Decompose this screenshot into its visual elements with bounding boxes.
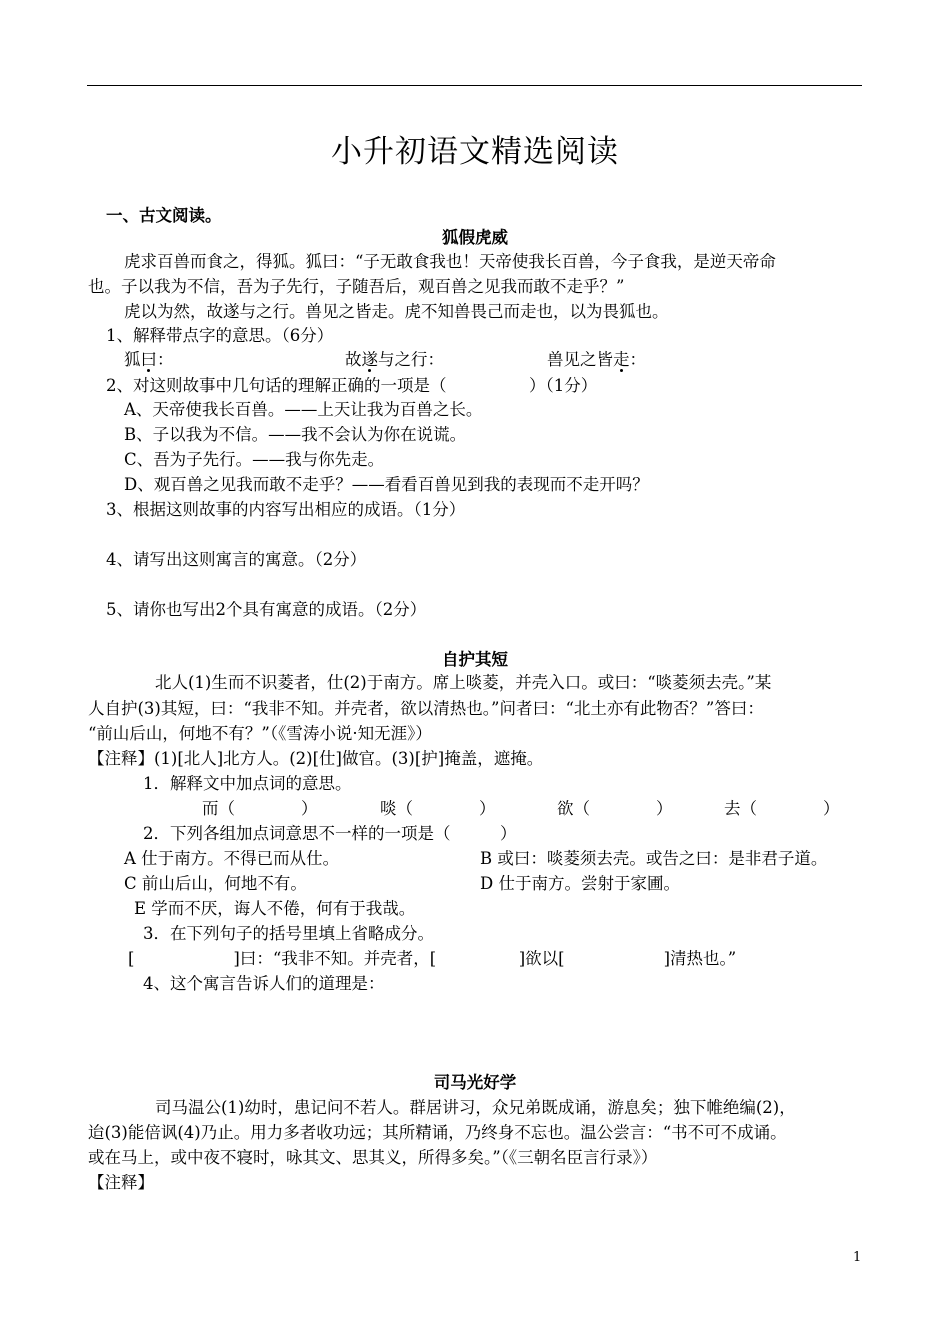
dotted-char: 走 [613, 350, 630, 369]
page-number: 1 [853, 1250, 862, 1265]
story2-line1: 北人(1)生而不识菱者，仕(2)于南方。席上啖菱，并壳入口。或曰：“啖菱须去壳。”某 [155, 673, 772, 692]
story2-q1: 1．解释文中加点词的意思。 [143, 774, 352, 793]
story1-q1-item: 狐曰： [124, 350, 174, 369]
story1-q4: 4、请写出这则寓言的寓意。（2分） [106, 550, 367, 569]
story2-q2-option: C 前山后山，何地不有。 [124, 874, 307, 893]
story1-q2-option: A、天帝使我长百兽。——上天让我为百兽之长。 [124, 400, 483, 419]
story1-q2-option: C、吾为子先行。——我与你先走。 [124, 450, 385, 469]
story2-q2-option: E 学而不厌，诲人不倦，何有于我哉。 [134, 899, 416, 918]
story1-para2: 虎以为然，故遂与之行。兽见之皆走。虎不知兽畏己而走也，以为畏狐也。 [124, 302, 669, 321]
story2-q1-item: 啖（ ） [380, 799, 496, 818]
story2-q3: 3．在下列句子的括号里填上省略成分。 [143, 924, 434, 943]
story1-title: 狐假虎威 [442, 228, 508, 247]
dotted-char: 曰 [140, 350, 157, 369]
story1-para1-line2: 也。子以我为不信，吾为子先行，子随吾后，观百兽之见我而敢不走乎？” [88, 277, 625, 296]
story1-q2-option: B、子以我为不信。——我不会认为你在说谎。 [124, 425, 467, 444]
story1-q2-option: D、观百兽之见我而敢不走乎？——看看百兽见到我的表现而不走开吗？ [124, 475, 649, 494]
page-title: 小升初语文精选阅读 [331, 134, 619, 170]
story1-q2: 2、对这则故事中几句话的理解正确的一项是（ ）（1分） [106, 376, 598, 395]
story2-q3-line: [ ]曰：“我非不知。并壳者，[ ]欲以[ ]清热也。” [128, 949, 737, 968]
story1-q3: 3、根据这则故事的内容写出相应的成语。（1分） [106, 500, 466, 519]
story1-q5: 5、请你也写出2个具有寓意的成语。（2分） [106, 600, 427, 619]
story2-q1-item: 欲（ ） [557, 799, 673, 818]
story2-q2: 2．下列各组加点词意思不一样的一项是（ ） [143, 824, 517, 843]
story1-q1-item: 兽见之皆走： [547, 350, 646, 369]
story3-line3: 或在马上，或中夜不寝时，咏其文、思其义，所得多矣。”（《三朝名臣言行录》） [88, 1148, 658, 1167]
story3-line1: 司马温公(1)幼时，患记问不若人。群居讲习，众兄弟既成诵，游息矣；独下帷绝编(2)， [155, 1098, 796, 1117]
story2-title: 自护其短 [442, 650, 508, 669]
dotted-char: 遂 [361, 350, 378, 369]
story2-q2-option: B 或曰：啖菱须去壳。或告之曰：是非君子道。 [480, 849, 828, 868]
story2-note: 【注释】(1)[北人]北方人。(2)[仕]做官。(3)[护]掩盖，遮掩。 [88, 749, 544, 768]
story3-note: 【注释】 [88, 1173, 154, 1192]
header-rule [87, 85, 862, 86]
story2-q2-option: A 仕于南方。不得已而从仕。 [124, 849, 340, 868]
story2-q2-option: D 仕于南方。尝射于家圃。 [480, 874, 680, 893]
story2-line3: “前山后山，何地不有？”（《雪涛小说·知无涯》） [88, 724, 432, 743]
section-heading: 一、古文阅读。 [106, 206, 222, 225]
story2-q1-item: 而（ ） [202, 799, 318, 818]
story3-line2: 迨(3)能倍讽(4)乃止。用力多者收功远；其所精诵，乃终身不忘也。温公尝言：“书不可不成诵。 [88, 1123, 787, 1142]
story2-q1-item: 去（ ） [724, 799, 840, 818]
story1-q1-item: 故遂与之行： [345, 350, 444, 369]
story2-line2: 人自护(3)其短，曰：“我非不知。并壳者，欲以清热也。”问者曰：“北土亦有此物否？”答曰： [88, 699, 764, 718]
story1-q1: 1、解释带点字的意思。（6分） [106, 326, 334, 345]
story1-para1-line1: 虎求百兽而食之，得狐。狐曰：“子无敢食我也！天帝使我长百兽，今子食我，是逆天帝命 [124, 252, 776, 271]
story3-title: 司马光好学 [433, 1073, 517, 1092]
story2-q4: 4、这个寓言告诉人们的道理是： [143, 974, 385, 993]
